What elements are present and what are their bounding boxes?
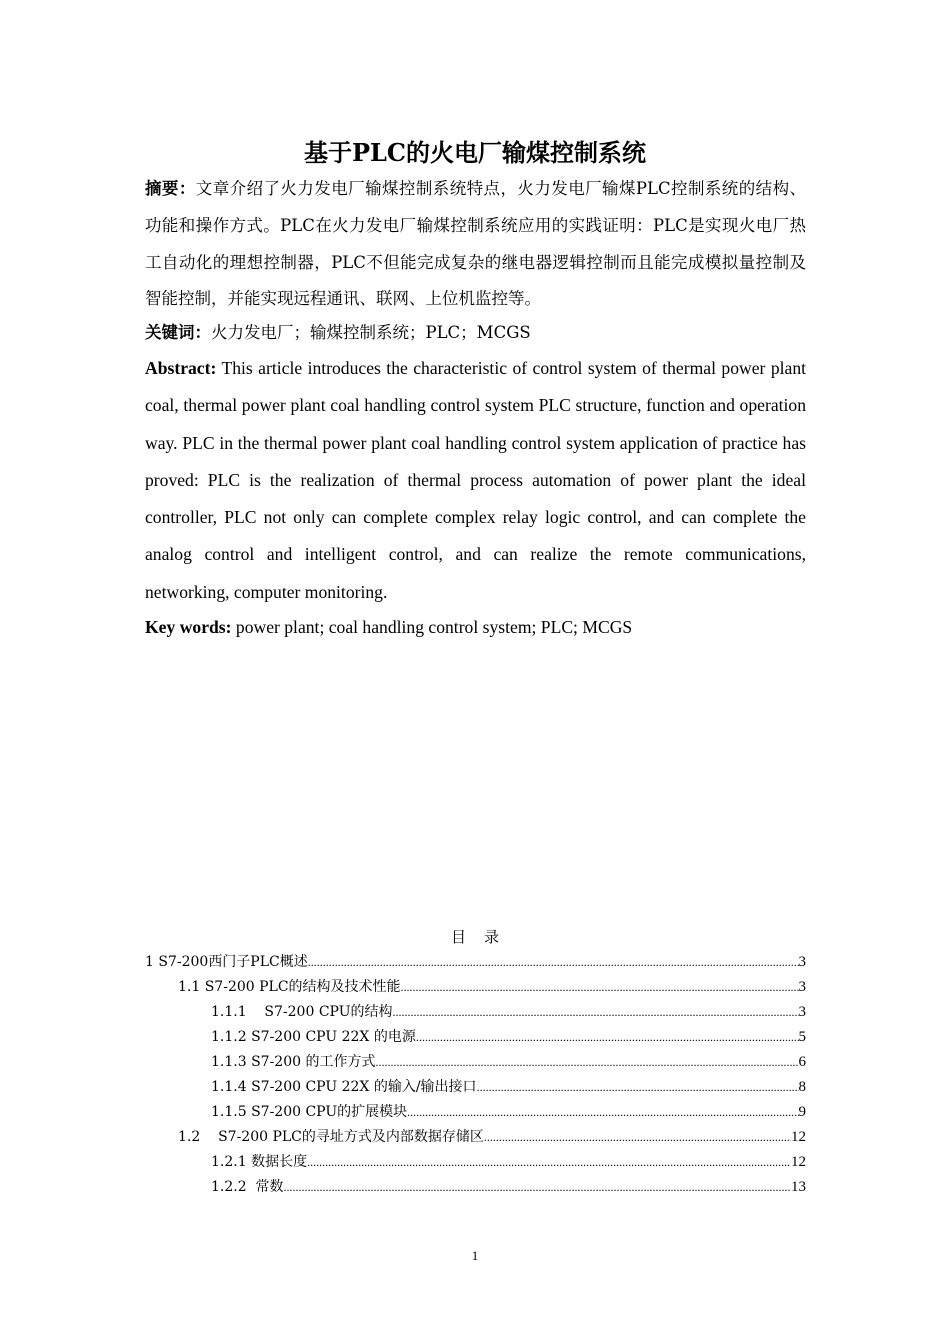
- toc-entry-text: 1.1.3 S7-200 的工作方式: [211, 1054, 376, 1070]
- keywords-en: [145, 613, 806, 641]
- table-of-contents: [145, 950, 806, 1200]
- toc-leader-dots: [484, 1125, 791, 1150]
- toc-entry-page: 12: [791, 1129, 806, 1145]
- toc-entry-text: 1.1 S7-200 PLC的结构及技术性能: [178, 979, 401, 995]
- toc-entry[interactable]: [145, 975, 806, 1000]
- keywords-cn-label: 关键词：: [145, 323, 211, 342]
- toc-entry-page: 3: [798, 1004, 806, 1020]
- toc-entry-text: 1.2.2 常数: [211, 1179, 284, 1195]
- toc-leader-dots: [375, 1050, 798, 1075]
- toc-entry[interactable]: [145, 1125, 806, 1150]
- toc-entry-page: 6: [798, 1054, 806, 1070]
- toc-entry[interactable]: [145, 1025, 806, 1050]
- abstract-cn-label: 摘要：: [145, 179, 196, 198]
- toc-entry-page: 3: [798, 979, 806, 995]
- toc-entry-text: 1.1.4 S7-200 CPU 22X 的输入/输出接口: [211, 1079, 477, 1095]
- abstract-en: [145, 350, 806, 611]
- toc-entry[interactable]: [145, 1150, 806, 1175]
- abstract-en-text: This article introduces the characteristic of control system of thermal power plant coal, thermal power plant coal handling control system PLC structure, function and operation way. PLC in the thermal power plant coal handling control system application of practice has proved: PLC is the realization of thermal process automation of power plant the ideal controller, PLC not only can complete complex relay logic control, and can complete the analog control and intelligent control, and can realize the remote communications, networking, computer monitoring.: [145, 358, 806, 602]
- toc-leader-dots: [308, 950, 799, 975]
- toc-entry-page: 5: [798, 1029, 806, 1045]
- toc-entry-page: 3: [798, 954, 806, 970]
- toc-entry-text: 1.2 S7-200 PLC的寻址方式及内部数据存储区: [178, 1129, 484, 1145]
- toc-entry[interactable]: [145, 1075, 806, 1100]
- toc-entry[interactable]: [145, 1000, 806, 1025]
- abstract-en-label: Abstract:: [145, 358, 217, 378]
- keywords-en-text: power plant; coal handling control system; PLC; MCGS: [231, 617, 633, 637]
- page-title: 基于PLC的火电厂输煤控制系统: [303, 138, 647, 167]
- page-number: 1: [471, 1248, 479, 1263]
- toc-leader-dots: [416, 1025, 799, 1050]
- toc-entry-text: 1.1.2 S7-200 CPU 22X 的电源: [211, 1029, 416, 1045]
- toc-entry-page: 8: [798, 1079, 806, 1095]
- toc-entry[interactable]: [145, 1100, 806, 1125]
- toc-leader-dots: [307, 1150, 791, 1175]
- abstract-cn: [145, 171, 806, 318]
- keywords-cn-text: 火力发电厂；输煤控制系统；PLC；MCGS: [211, 323, 531, 342]
- toc-entry-page: 9: [798, 1104, 806, 1120]
- toc-heading: 目录: [450, 928, 517, 946]
- toc-entry-text: 1 S7-200西门子PLC概述: [145, 954, 308, 970]
- toc-leader-dots: [401, 975, 799, 1000]
- toc-entry-text: 1.1.1 S7-200 CPU的结构: [211, 1004, 393, 1020]
- keywords-en-label: Key words:: [145, 617, 232, 637]
- toc-leader-dots: [284, 1175, 791, 1200]
- keywords-cn: [145, 317, 806, 349]
- abstract-cn-text: 文章介绍了火力发电厂输煤控制系统特点，火力发电厂输煤PLC控制系统的结构、功能和操作方式。PLC在火力发电厂输煤控制系统应用的实践证明：PLC是实现火电厂热工自动化的理想控制器，PLC不但能完成复杂的继电器逻辑控制而且能完成模拟量控制及智能控制，并能实现远程通讯、联网、上位机监控等。: [145, 179, 807, 309]
- toc-entry-text: 1.2.1 数据长度: [211, 1154, 308, 1170]
- toc-leader-dots: [407, 1100, 798, 1125]
- toc-entry[interactable]: [145, 1050, 806, 1075]
- toc-entry-page: 12: [791, 1154, 806, 1170]
- toc-entry-page: 13: [791, 1179, 806, 1195]
- toc-entry-text: 1.1.5 S7-200 CPU的扩展模块: [211, 1104, 408, 1120]
- toc-entry[interactable]: [145, 1175, 806, 1200]
- toc-leader-dots: [477, 1075, 799, 1100]
- toc-entry[interactable]: [145, 950, 806, 975]
- toc-leader-dots: [393, 1000, 799, 1025]
